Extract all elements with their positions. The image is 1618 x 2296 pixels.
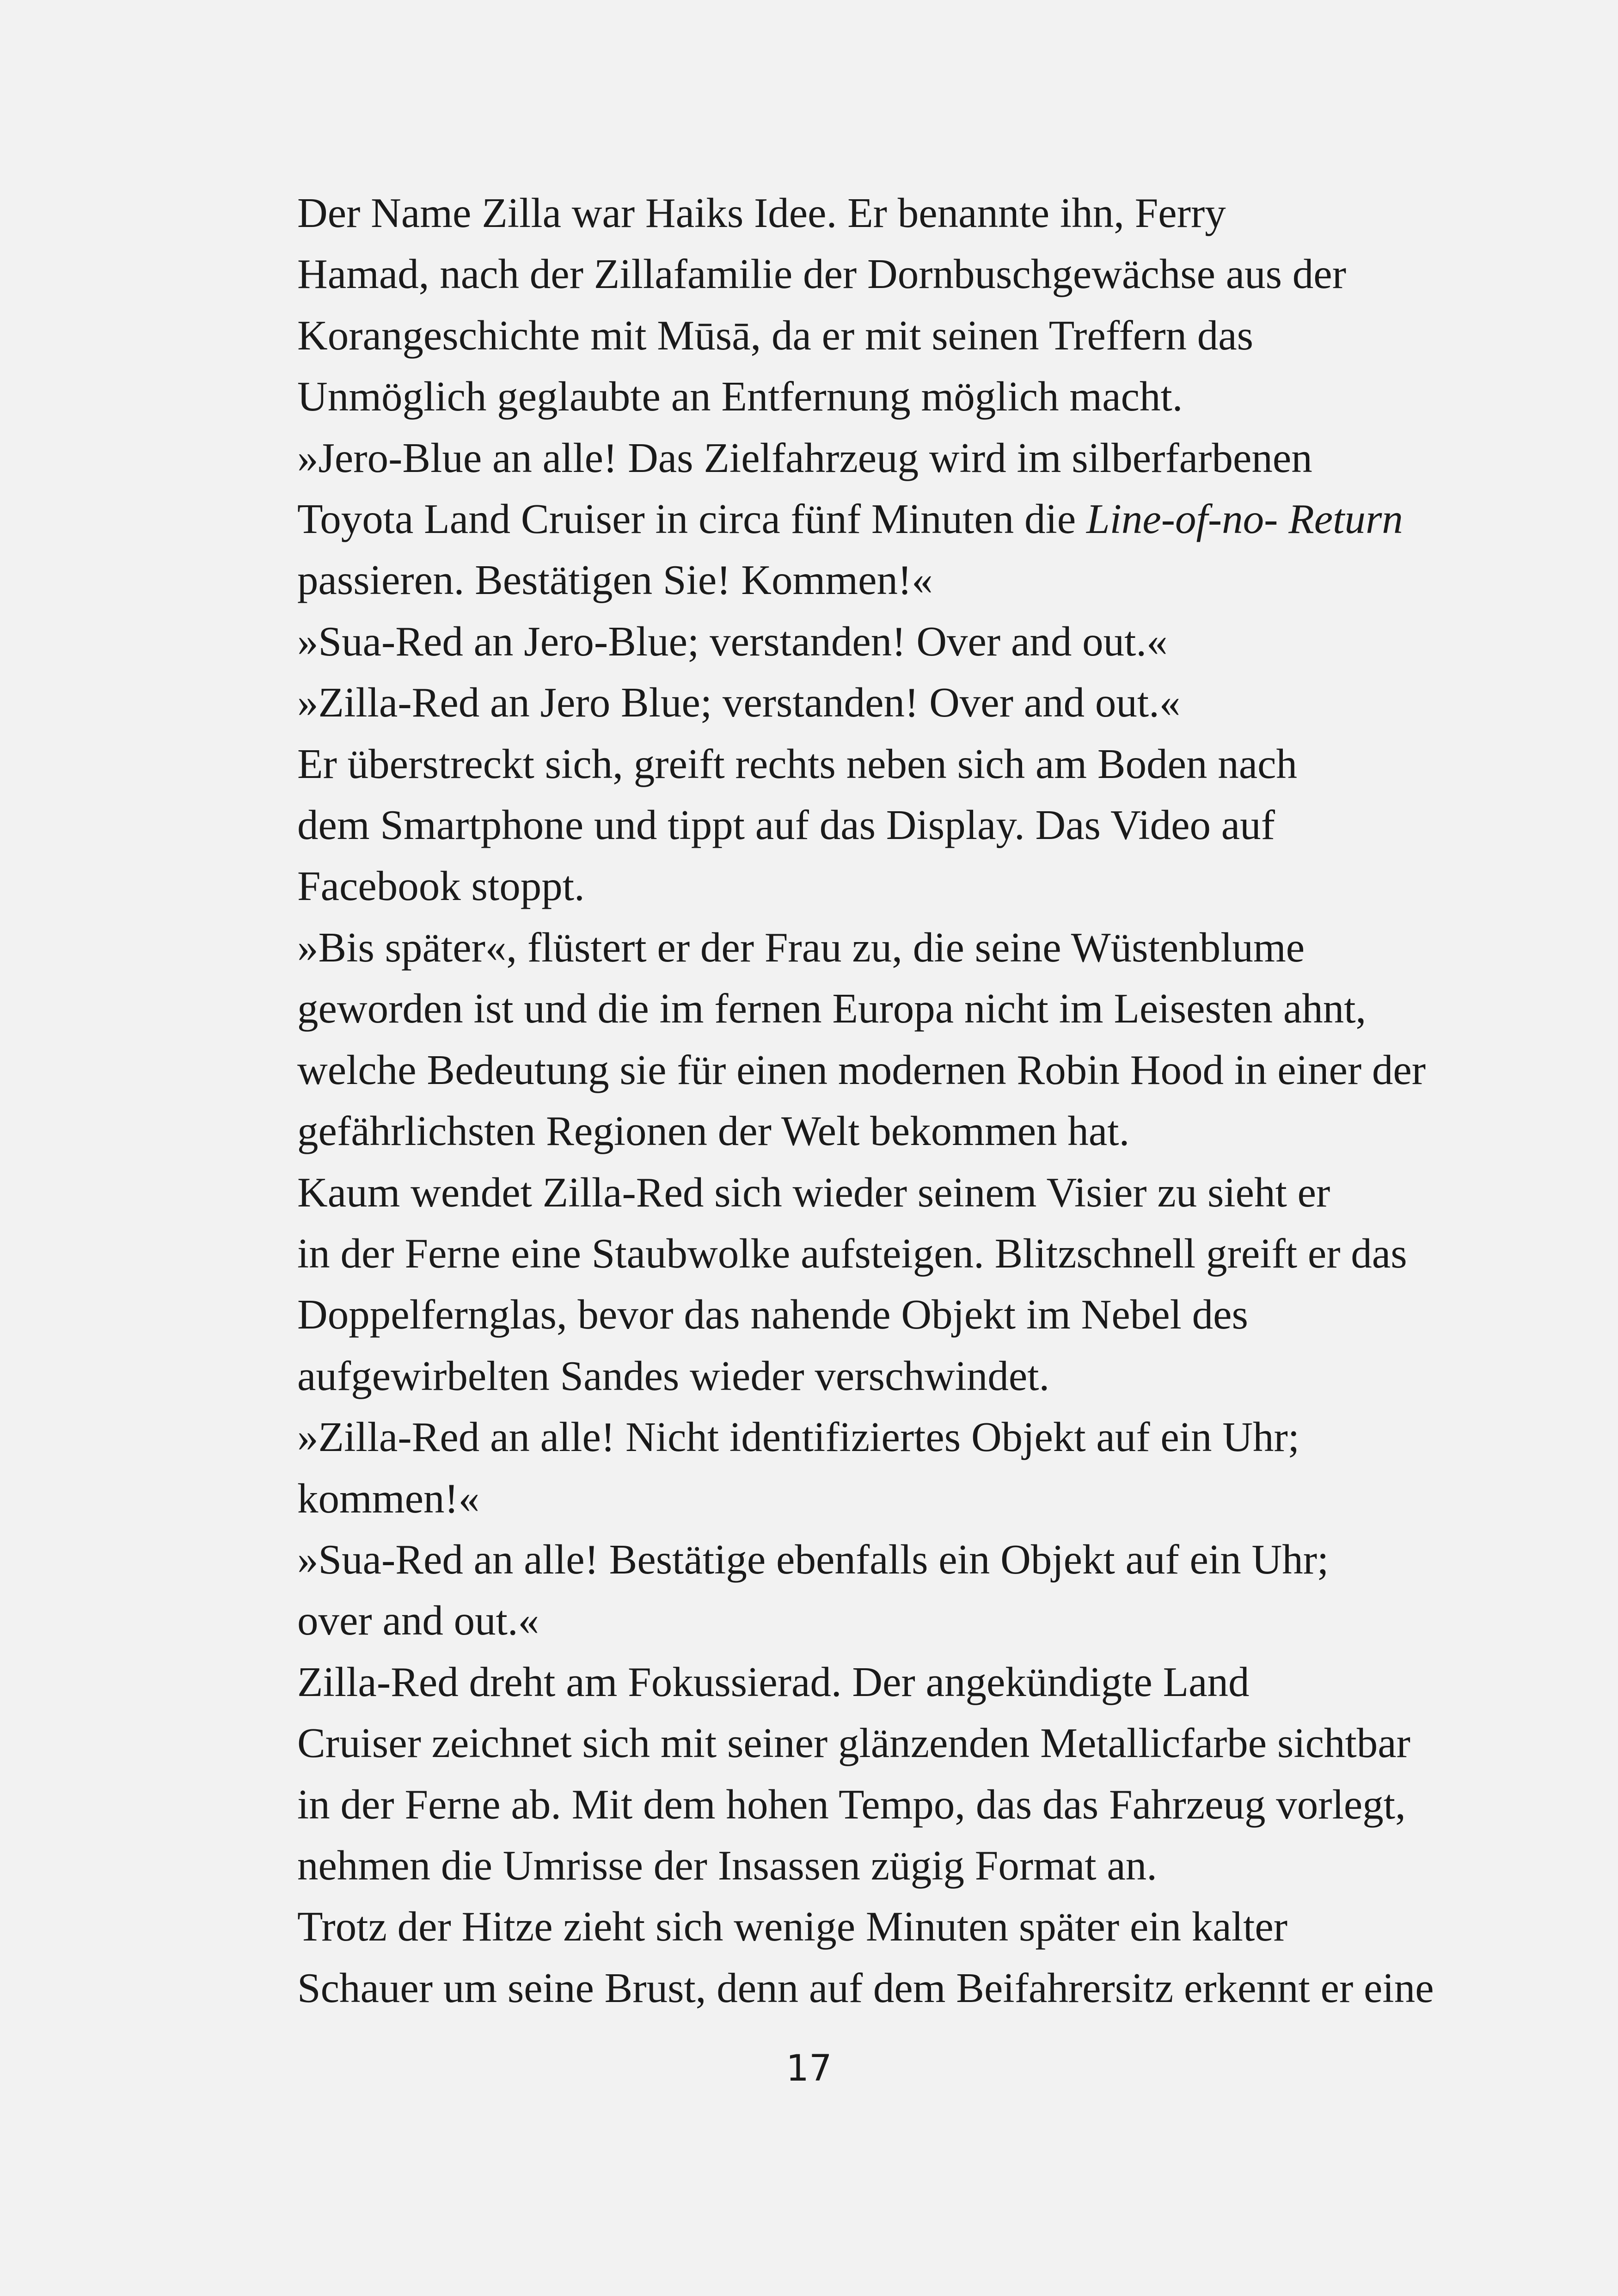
text-line: »Jero-Blue an alle! Das Zielfahrzeug wird im silberfarbenen	[297, 434, 1312, 481]
paragraph	[187, 1896, 1454, 2019]
paragraph	[187, 611, 1454, 672]
paragraph	[187, 1652, 1454, 1897]
text-line: Cruiser zeichnet sich mit seiner glänzenden Metallicfarbe sichtbar	[297, 1720, 1410, 1767]
paragraph	[187, 1407, 1454, 1529]
text-line: »Sua-Red an Jero-Blue; verstanden! Over and out.«	[297, 618, 1168, 665]
paragraph	[187, 183, 1454, 428]
text-line: dem Smartphone und tippt auf das Display. Das Video auf	[297, 802, 1275, 849]
text-line: »Zilla-Red an alle! Nicht identifiziertes Objekt auf ein Uhr;	[297, 1414, 1300, 1461]
text-line: Kaum wendet Zilla-Red sich wieder seinem Visier zu sieht er	[297, 1169, 1330, 1216]
text-line: aufgewirbelten Sandes wieder verschwindet.	[297, 1352, 1050, 1399]
text-line: Unmöglich geglaubte an Entfernung möglich macht.	[297, 373, 1183, 420]
text-line: Schauer um seine Brust, denn auf dem Beifahrersitz erkennt er eine	[297, 1964, 1434, 2011]
page-number: 17	[786, 2048, 832, 2089]
paragraph	[187, 734, 1454, 917]
paragraph	[187, 672, 1454, 733]
text-line: Doppelfernglas, bevor das nahende Objekt im Nebel des	[297, 1291, 1248, 1338]
text-line: geworden ist und die im fernen Europa nicht im Leisesten ahnt,	[297, 985, 1367, 1032]
text-line: Der Name Zilla war Haiks Idee. Er benannte ihn, Ferry	[297, 190, 1226, 236]
text-line: gefährlichsten Regionen der Welt bekommen hat.	[297, 1108, 1130, 1155]
text-line: »Zilla-Red an Jero Blue; verstanden! Over and out.«	[297, 679, 1181, 726]
text-line: Facebook stoppt.	[297, 863, 585, 910]
paragraph	[187, 1162, 1454, 1407]
text-line: Er überstreckt sich, greift rechts neben sich am Boden nach	[297, 740, 1297, 787]
text-line: welche Bedeutung sie für einen modernen Robin Hood in einer der	[297, 1046, 1426, 1093]
text-line: »Sua-Red an alle! Bestätige ebenfalls ein Objekt auf ein Uhr;	[297, 1536, 1329, 1583]
paragraph	[187, 917, 1454, 1162]
text-line: in der Ferne eine Staubwolke aufsteigen. Blitzschnell greift er das	[297, 1230, 1407, 1277]
italic-term: Line-of-no- Return	[1086, 496, 1403, 543]
text-line: »Bis später«, flüstert er der Frau zu, die seine Wüstenblume	[297, 924, 1305, 971]
text-line: Zilla-Red dreht am Fokussierad. Der angekündigte Land	[297, 1658, 1250, 1705]
text-line: nehmen die Umrisse der Insassen zügig Format an.	[297, 1842, 1157, 1889]
text-line: over and out.«	[297, 1597, 539, 1644]
text-line: Korangeschichte mit Mūsā, da er mit seinen Treffern das	[297, 312, 1254, 359]
text-line: passieren. Bestätigen Sie! Kommen!«	[297, 557, 933, 604]
paragraph	[187, 1529, 1454, 1652]
text-line: Hamad, nach der Zillafamilie der Dornbuschgewächse aus der	[297, 251, 1347, 298]
text-line: kommen!«	[297, 1475, 480, 1522]
book-page-body	[187, 183, 1454, 2019]
text-line: in der Ferne ab. Mit dem hohen Tempo, das das Fahrzeug vorlegt,	[297, 1781, 1406, 1828]
paragraph	[187, 428, 1454, 611]
text-line-fragment: Toyota Land Cruiser in circa fünf Minuten die	[297, 496, 1086, 543]
text-line: Trotz der Hitze zieht sich wenige Minuten später ein kalter	[297, 1903, 1288, 1950]
text-line	[187, 489, 1454, 550]
